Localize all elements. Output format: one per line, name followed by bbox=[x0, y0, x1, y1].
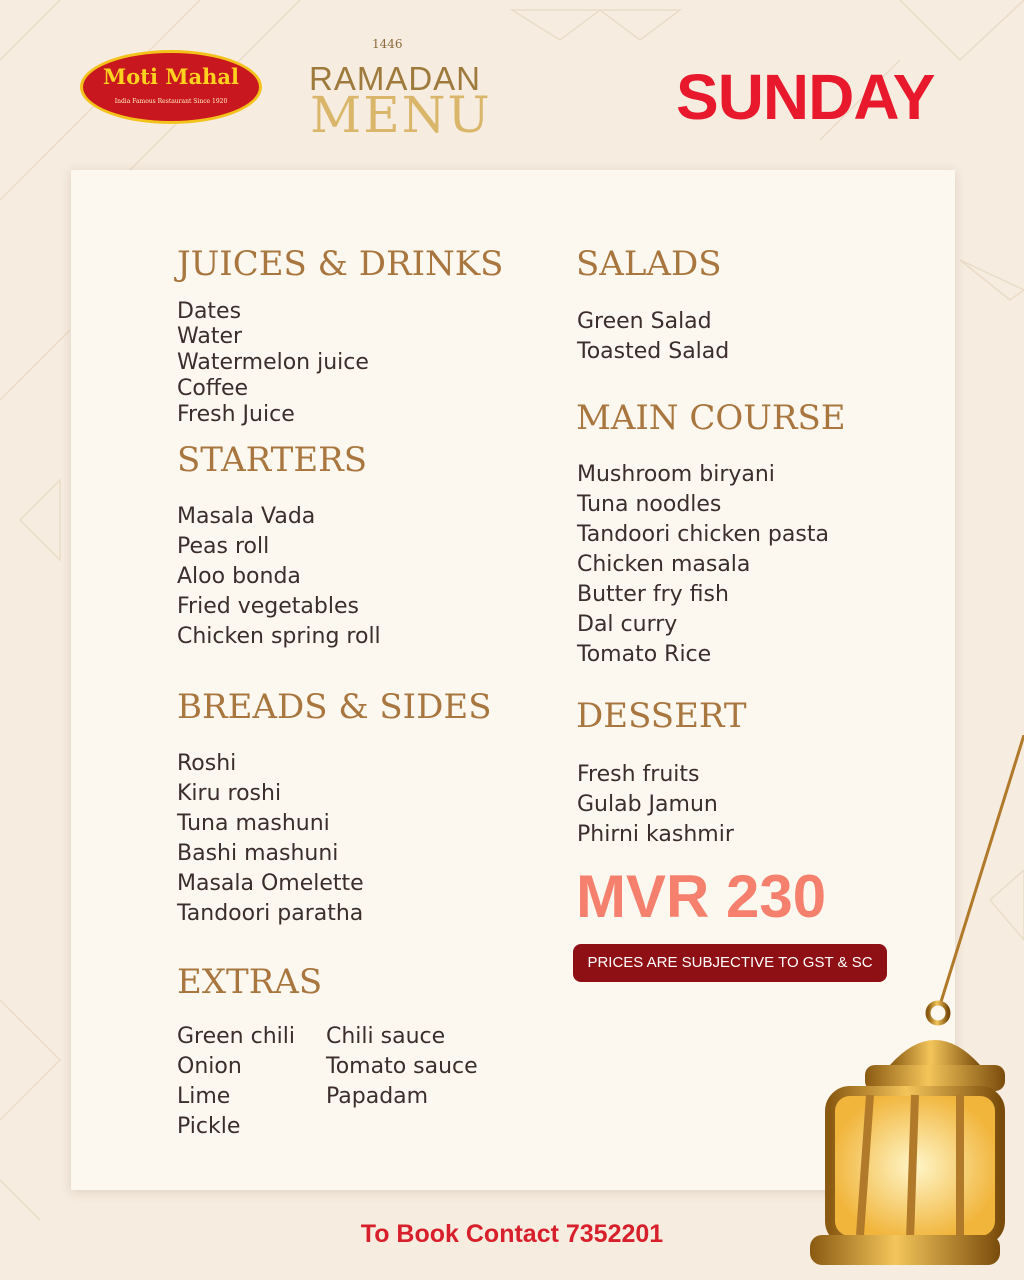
ramadan-year: 1446 bbox=[372, 37, 403, 51]
booking-contact: To Book Contact 7352201 bbox=[360, 1220, 664, 1248]
ramadan-menu-label: MENU bbox=[310, 86, 492, 144]
heading-dessert: DESSERT bbox=[576, 696, 747, 736]
lantern-icon bbox=[770, 735, 1024, 1280]
heading-starters: STARTERS bbox=[177, 440, 368, 480]
heading-main-course: MAIN COURSE bbox=[576, 398, 846, 438]
day-label: SUNDAY bbox=[676, 61, 935, 133]
heading-breads: BREADS & SIDES bbox=[177, 687, 492, 727]
price-note-badge: PRICES ARE SUBJECTIVE TO GST & SC bbox=[573, 944, 887, 982]
moti-mahal-logo bbox=[80, 50, 262, 124]
logo-name: Moti Mahal bbox=[103, 64, 239, 89]
heading-extras: EXTRAS bbox=[177, 962, 323, 1002]
price: MVR 230 bbox=[576, 863, 827, 930]
logo-tagline: India Famous Restaurant Since 1920 bbox=[114, 98, 228, 105]
ramadan-title: RAMADAN bbox=[309, 60, 482, 97]
heading-juices: JUICES & DRINKS bbox=[177, 244, 504, 284]
heading-salads: SALADS bbox=[576, 244, 722, 284]
